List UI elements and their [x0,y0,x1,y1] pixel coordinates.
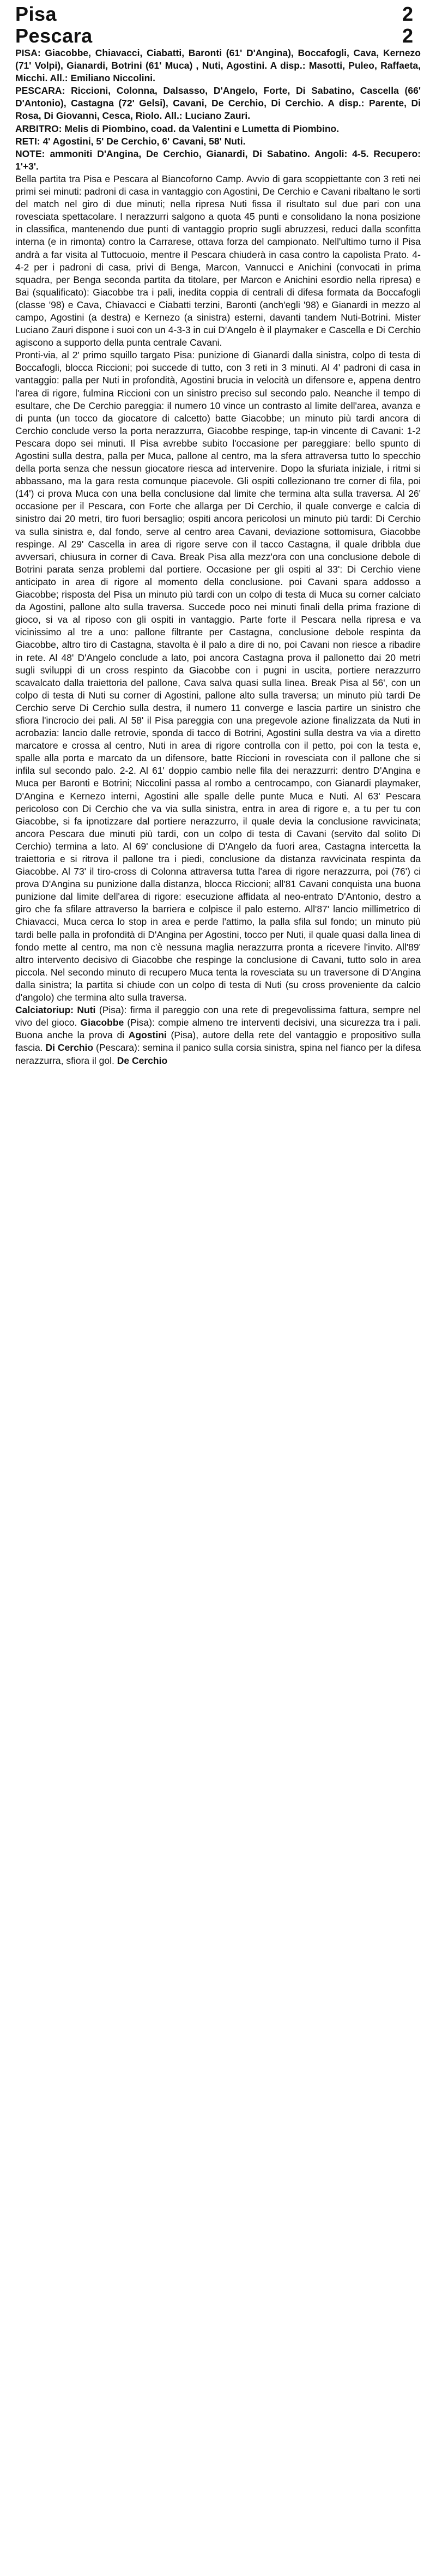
referee-info [15,123,421,135]
report-paragraph-1: Bella partita tra Pisa e Pescara al Biancoforno Camp. Avvio di gara scoppiettante con 3 reti nei primi sei minuti: padroni di casa in vantaggio con Agostini, De Cerchio e Cavani ribaltano le sorti del match nel giro di due minuti; nella ripresa Nuti fissa il risultato sul due pari con una rovesciata spettacolare. I nerazzurri salgono a quota 45 punti e consolidano la nona posizione in classifica, mantenendo due punti di vantaggio proprio sugli abruzzesi, reduci dalla sconfitta interna (e in rimonta) contro la Carrarese, ottava forza del campionato. Nell'ultimo turno il Pisa andrà a far visita al Tuttocuoio, mentre il Pescara chiuderà in casa contro la capolista Prato. 4-4-2 per i padroni di casa, privi di Benga, Marcon, Vannucci e Anichini (convocati in prima squadra, per Benga seconda partita da titolare, per Marcon e Anichini esordio nella ripresa) e Bai (squalificato): Giacobbe tra i pali, inedita coppia di centrali di difesa formata da Boccafogli (classe '98) e Cava, Chiavacci e Ciabatti terzini, Baronti (anch'egli '98) e Gianardi in mezzo al campo, Agostini (a destra) e Kernezo (a sinistra) esterni, davanti tandem Nuti-Botrini. Mister Luciano Zauri dispone i suoi con un 4-3-3 in cui D'Angelo è il playmaker e Cascella e Di Cerchio agiscono a supporto della punta centrale Cavani. [15,173,421,348]
rating-name-1: Nuti [77,1004,96,1016]
rating-team-2: (Pisa): [127,1017,155,1028]
goals-info [15,135,421,148]
match-report-page [15,0,421,1067]
goals-label: RETI: [15,135,40,147]
pisa-lineup-text: Giacobbe, Chiavacci, Ciabatti, Baronti (61' D'Angina), Boccafogli, Cava, Kernezo (71' Volpi), Gianardi, Botrini (61' Muca) , Nuti, Agostini. A disp.: Masotti, Puleo, Raffaeta, Micchi. All.: Emiliano Niccolini. [15,47,421,84]
rating-team-4: (Pescara): [96,1042,140,1054]
match-report-body [15,173,421,1004]
report-paragraph-2: Pronti-via, al 2' primo squillo targato Pisa: punizione di Gianardi dalla sinistra, colpo di testa di Boccafogli, blocca Riccioni; poi succede di tutto, con 3 reti in 3 minuti. Al 4' padroni di casa in vantaggio: palla per Nuti in profondità, Agostini brucia in velocità un difensore e, appena dentro l'area di rigore, fulmina Riccioni con un sinistro preciso sul secondo palo. Neanche il tempo di esultare, che De Cerchio pareggia: il numero 10 vince un contrasto al limite dell'area, avanza e di punta (un tocco da giocatore di calcetto) batte Giacobbe; un minuto più tardi ancora di Cerchio conclude verso la porta nerazzurra, Giacobbe respinge, tap-in vincente di Cavani: 1-2 Pescara dopo sei minuti. Il Pisa avrebbe subito l'occasione per pareggiare: bello spunto di Agostini sulla destra, palla per Muca, pallone al centro, ma la sfera attraversa tutto lo specchio della porta senza che nessun giocatore riesca ad intervenire. Dopo la sfuriata iniziale, i ritmi si abbassano, ma la gara resta comunque piacevole. Gli ospiti collezionano tre corner di fila, poi (14') ci prova Muca con una bella conclusione dal limite che termina alta sulla traversa. Al 26' occasione per il Pescara, con Forte che allarga per Di Cerchio, il quale converge e calcia di sinistro dai 20 metri, tiro fuori bersaglio; ospiti ancora pericolosi un minuto più tardi: Di Cerchio va sulla sinistra e, dal fondo, serve al centro area Cavani, deviazione sottomisura, Giacobbe respinge. Al 29' Cascella in area di rigore serve con il tacco Castagna, il quale dribbla due avversari, chiusura in corner di Cava. Break Pisa alla mezz'ora con una conclusione debole di Botrini parata senza problemi dal portiere. Occasione per gli ospiti al 33': Di Cerchio viene anticipato in area di rigore al momento della conclusione. poi Cavani spara addosso a Giacobbe; risposta del Pisa un minuto più tardi con un colpo di testa di Muca su corner calciato da Agostini, pallone alto sulla traversa. Succede poco nei minuti finali della prima frazione di gioco, si va al riposo con gli ospiti in vantaggio. Parte forte il Pescara nella ripresa e va vicinissimo al tre a uno: pallone filtrante per Castagna, conclusione debole respinta da Giacobbe, altro tiro di Castagna, stavolta è il palo a dire di no, poi Cavani non riesce a ribadire in rete. Al 48' D'Angelo conclude a lato, poi ancora Castagna prova il pallonetto dai 20 metri sugli sviluppi di un cross respinto da Giacobbe con i pugni in uscita, portiere nerazzurro scavalcato dalla traiettoria del pallone, Cava salva quasi sulla linea. Break Pisa al 56', con un colpo di testa di Nuti su corner di Agostini, pallone alto sulla traversa; un minuto più tardi De Cerchio serve Di Cerchio sulla destra, il numero 11 converge e lascia partire un sinistro che sfiora l'incrocio dei pali. Al 58' il Pisa pareggia con una pregevole azione finalizzata da Nuti in acrobazia: lancio dalle retrovie, sponda di tacco di Botrini, Agostini sulla destra va via a diretto marcatore e crossa al centro, Nuti in area di rigore controlla con il petto, poi con la testa e, spalle alla porta e marcato da un difensore, batte Riccioni in rovesciata con il pallone che si infila sul secondo palo. 2-2. Al 61' doppio cambio nelle fila dei nerazzurri: dentro D'Angina e Muca per Baronti e Botrini; Niccolini passa al rombo a centrocampo, con Gianardi playmaker, D'Angina e Kernezo interni, Agostini alle spalle delle punte Muca e Nuti. Al 63' Pescara pericoloso con Di Cerchio che va via sulla sinistra, entra in area di rigore e, a tu per tu con Giacobbe, si fa ipnotizzare dal portiere nerazzurro, il quale devia la conclusione ravvicinata; ancora Pescara due minuti più tardi, con un colpo di testa di Cavani (servito dal solito Di Cerchio) termina a lato. Al 69' conclusione di D'Angelo da fuori area, Castagna intercetta la traiettoria e si ritrova il pallone tra i piedi, conclusione da distanza ravvicinata respinta da Giacobbe. Al 73' il tiro-cross di Colonna attraversa tutta l'area di rigore nerazzurra, poi (76') ci prova D'Angina su punizione dalla distanza, blocca Riccioni; all'81 Cavani conquista una buona punizione dal limite dell'area di rigore: esecuzione affidata al neo-entrato D'Antonio, destro a giro che fa sfilare attraverso la barriera e colpisce il palo esterno. All'87' lancio millimetrico di Chiavacci, Muca cerca lo stop in area e perde l'attimo, la palla sfila sul fondo; un minuto più tardi belle palla in profondità di D'Angina per Agostini, tocco per Nuti, il quale quasi dalla linea di fondo mette al centro, ma non c'è nessuna maglia nerazzurra pronta a ricevere l'invito. All'89' altro intervento decisivo di Giacobbe che respinge la conclusione di Cavani, tutto solo in area piccola. Nel secondo minuto di recupero Muca tenta la rovesciata su un traversone di D'Angina dalla sinistra; la partita si chiude con un colpo di testa di Nuti (su cross proveniente da calcio d'angolo) che termina alto sulla traversa. [15,350,421,1003]
player-ratings-paragraph [15,1004,421,1067]
rating-name-2: Giacobbe [80,1017,124,1028]
away-team-row [15,25,421,47]
lineups-section [15,47,421,173]
player-ratings [15,1004,421,1067]
referee-label: ARBITRO: [15,123,62,134]
notes-info [15,148,421,173]
notes-label: NOTE: [15,148,45,159]
rating-team-3: (Pisa), [171,1030,199,1041]
home-team-score: 2 [402,3,413,25]
pescara-lineup-label: PESCARA: [15,85,65,97]
notes-text: ammoniti D'Angina, De Cerchio, Gianardi, Di Sabatino. Angoli: 4-5. Recupero: 1'+3'. [15,148,421,172]
rating-name-4: Di Cerchio [45,1042,94,1054]
rating-name-5: De Cerchio [117,1055,168,1066]
rating-text-1: firma il pareggio con una rete di pregevolissima fattura, sempre nel vivo del gioco. [15,1004,421,1028]
away-team-name: Pescara [15,25,93,47]
home-team-row [15,3,421,25]
pisa-lineup-label: PISA: [15,47,41,58]
rating-text-3: autore della rete del vantaggio e propositivo sulla fascia. [15,1030,421,1054]
home-team-name: Pisa [15,3,57,25]
referee-text: Melis di Piombino, coad. da Valentini e Lumetta di Piombino. [64,123,340,134]
ratings-label: Calciatoriup: [15,1004,74,1016]
rating-team-1: (Pisa): [99,1004,127,1016]
pescara-lineup-text: Riccioni, Colonna, Dalsasso, D'Angelo, Forte, Di Sabatino, Cascella (66' D'Antonio), Castagna (72' Gelsi), Cavani, De Cerchio, Di Cerchio. A disp.: Parente, Di Rosa, Di Giovanni, Cesca, Riolo. All.: Luciano Zauri. [15,85,421,122]
rating-text-2: compie almeno tre interventi decisivi, una sicurezza tra i pali. Buona anche la prova di [15,1017,421,1041]
rating-text-4: semina il panico sulla corsia sinistra, spina nel fianco per la difesa nerazzurra, sfiora il gol. [15,1042,421,1066]
goals-text: 4' Agostini, 5' De Cerchio, 6' Cavani, 58' Nuti. [43,135,246,147]
away-team-score: 2 [402,25,413,47]
pisa-lineup [15,47,421,85]
pescara-lineup [15,85,421,122]
rating-name-3: Agostini [128,1030,167,1041]
